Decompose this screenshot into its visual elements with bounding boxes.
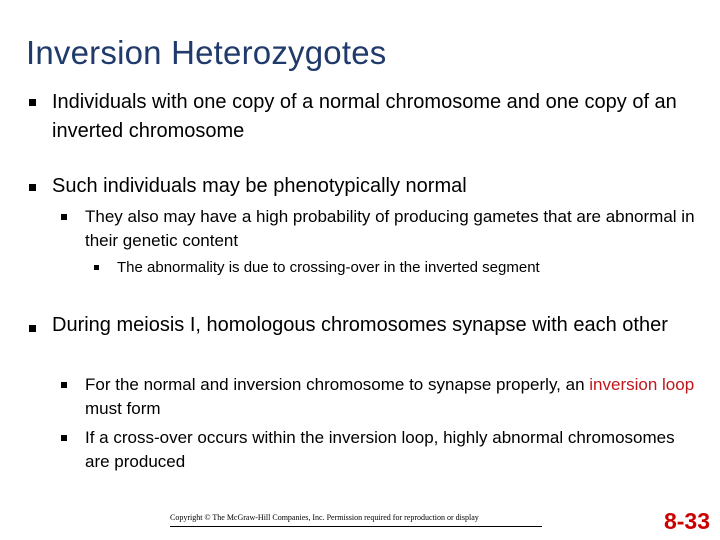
- bullet-text: Such individuals may be phenotypically normal: [52, 175, 467, 197]
- sub-sub-bullet-marker: [94, 265, 99, 270]
- bullet-text: If a cross-over occurs within the inversion loop, highly abnormal chromosomes are produced: [85, 428, 675, 471]
- bullet-text-after: must form: [85, 399, 161, 418]
- bullet-text-before: For the normal and inversion chromosome to synapse properly, an: [85, 375, 590, 394]
- footer-divider: [170, 526, 542, 527]
- inversion-loop-highlight: inversion loop: [589, 375, 695, 394]
- sub-bullet-item-2-1: [85, 205, 700, 253]
- bullet-marker: [29, 184, 36, 191]
- sub-bullet-marker: [61, 435, 67, 441]
- bullet-marker: [29, 325, 36, 332]
- sub-sub-bullet-item: [117, 257, 697, 279]
- bullet-text: The abnormality is due to crossing-over in the inverted segment: [117, 259, 540, 276]
- sub-bullet-item-3-2: [85, 426, 685, 474]
- sub-bullet-item-3-1: [85, 373, 697, 421]
- slide-title: Inversion Heterozygotes: [26, 34, 387, 71]
- bullet-marker: [29, 99, 36, 106]
- bullet-item-3: [52, 311, 692, 340]
- bullet-item-2: [52, 172, 702, 201]
- bullet-text: They also may have a high probability of producing gametes that are abnormal in their genetic content: [85, 207, 695, 250]
- sub-bullet-marker: [61, 214, 67, 220]
- bullet-item-1: [52, 88, 702, 146]
- page-number: 8-33: [663, 508, 710, 534]
- bullet-text: Individuals with one copy of a normal chromosome and one copy of an inverted chromosome: [52, 91, 677, 142]
- sub-bullet-marker: [61, 382, 67, 388]
- copyright-notice: Copyright © The McGraw-Hill Companies, Inc. Permission required for reproduction or display: [170, 513, 479, 522]
- bullet-text: During meiosis I, homologous chromosomes synapse with each other: [52, 314, 668, 336]
